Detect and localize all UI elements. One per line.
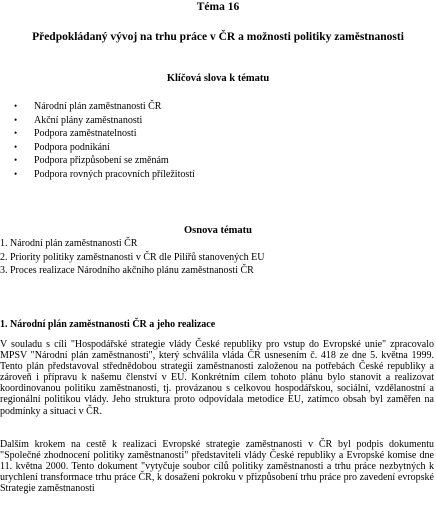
section-heading: 1. Národní plán zaměstnanosti ČR a jeho realizace [0,319,216,330]
document-title: Předpokládaný vývoj na trhu práce v ČR a možnosti politiky zaměstnanosti [32,31,404,43]
keywords-heading: Klíčová slova k tématu [166,73,270,84]
outline-item: 1. Národní plán zaměstnanosti ČR [0,238,138,249]
bullet-icon: • [14,101,18,111]
list-item [14,100,195,114]
keyword-text: Podpora přizpůsobení se změnám [34,155,169,166]
list-item [14,168,195,182]
list-item [14,141,195,155]
list-item [14,154,195,168]
bullet-icon: • [14,128,18,138]
bullet-icon: • [14,155,18,165]
keyword-text: Podpora zaměstnatelnosti [34,128,137,139]
list-item [14,127,195,141]
keyword-text: Podpora podnikání [34,141,110,153]
bullet-icon: • [14,168,18,179]
keyword-list [14,100,195,181]
outline-heading: Osnova tématu [184,225,252,236]
outline-item: 2. Priority politiky zaměstnanosti v ČR dle Pilířů stanovených EU [0,251,265,263]
bullet-icon: • [14,114,18,125]
body-paragraph: Dalším krokem na cestě k realizaci Evropské strategie zaměstnanosti v ČR byl podpis dokumentu "Společné zhodnocení politiky zaměstnanosti" představiteli vlády České republiky a Evropské komise dne 11. května 2000. Tento dokument "vytyčuje soubor cílů politiky zaměstnanosti a trhu práce nezbytných k urychlení transformace trhu práce ČR, k dosažení pokroku v přizpůsobení trhu práce pro zavedení evropské Strategie zaměstnanosti [0,439,434,495]
body-paragraph: V souladu s cíli "Hospodářské strategie vlády České republiky pro vstup do Evropské unie" zpracovalo MPSV "Národní plán zaměstnanosti", který schválila vláda ČR usnesením č. 418 ze dne 5. května 1999. Tento plán představoval střednědobou strategii zaměstnanosti založenou na potřebách České republiky a zároveň i přípravu k našemu členství v EU. Konkrétním cílem tohoto plánu bylo stanovit a realizovat koordinovanou politiku zaměstnanosti, tj. provázanou s celkovou hospodářskou, sociální, vzdělanostní a regionální politikou vlády. Jeho struktura proto odpovídala metodice EU, zatímco obsah byl zaměřen na podmínky a situaci v ČR. [0,339,434,417]
outline-list [0,237,264,278]
topic-label: Téma 16 [196,1,240,13]
outline-item: 3. Proces realizace Národního akčního plánu zaměstnanosti ČR [0,265,254,276]
list-item [14,114,195,128]
keyword-text: Národní plán zaměstnanosti ČR [34,101,162,112]
bullet-icon: • [14,141,18,152]
keyword-text: Podpora rovných pracovních příležitostí [34,168,195,180]
keyword-text: Akční plány zaměstnanosti [34,114,143,126]
